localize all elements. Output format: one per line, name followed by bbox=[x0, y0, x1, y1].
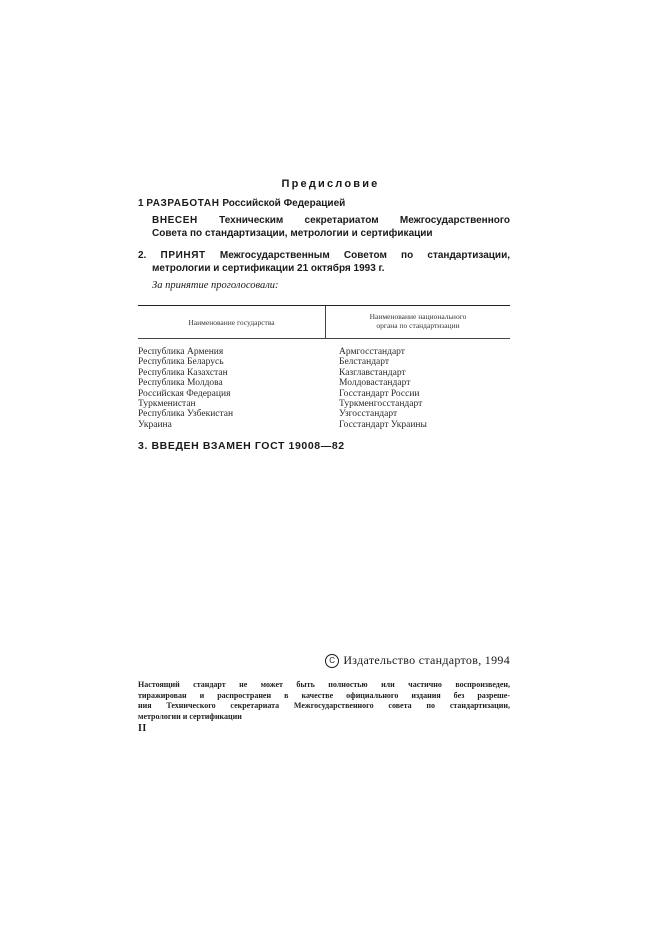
table-cell-state: Туркменистан bbox=[138, 399, 196, 410]
copyright-icon: C bbox=[325, 654, 339, 668]
page-title: Предисловие bbox=[281, 178, 380, 190]
page-number: II bbox=[138, 723, 147, 734]
copyright-text: Издательство стандартов, 1994 bbox=[343, 653, 510, 667]
table-cell-state: Российская Федерация bbox=[138, 388, 231, 399]
vote-caption: За принятие проголосовали: bbox=[152, 280, 279, 291]
item-2-text: Межгосударственным Советом по стандартизации, bbox=[219, 250, 510, 261]
table-header-body-line2: органа по стандартизации bbox=[376, 321, 460, 330]
notice-line: ния Технического секретариата Межгосударственного совета по стандартизации, bbox=[138, 701, 510, 710]
table-cell-body: Туркменгосстандарт bbox=[339, 399, 423, 410]
item-2-adopted bbox=[138, 249, 510, 262]
item-1-submitted-keyword: ВНЕСЕН bbox=[152, 215, 198, 226]
table-column-states bbox=[138, 347, 323, 430]
table-cell-state: Республика Узбекистан bbox=[138, 409, 234, 420]
item-1-submitted-text: Техническим секретариатом Межгосударственного bbox=[219, 215, 510, 226]
notice-line: тиражирован и распространен в качестве официального издания без разреше- bbox=[138, 690, 510, 700]
table-column-bodies bbox=[339, 347, 509, 430]
item-1-developed bbox=[138, 197, 510, 210]
item-1-keyword: РАЗРАБОТАН bbox=[146, 198, 220, 209]
item-1-number: 1 bbox=[138, 198, 144, 209]
notice-line: метрологии и сертификации bbox=[138, 711, 242, 721]
table-cell-body: Госстандарт Украины bbox=[339, 419, 427, 430]
item-1-submitted bbox=[152, 214, 510, 240]
table-cell-body: Узгосстандарт bbox=[339, 409, 398, 420]
table-header-body-line1: Наименование национального bbox=[369, 312, 467, 321]
table-cell-state: Республика Беларусь bbox=[138, 357, 224, 368]
table-cell-body: Армгосстандарт bbox=[339, 347, 405, 357]
item-2-keyword: ПРИНЯТ bbox=[160, 250, 206, 261]
table-header-body bbox=[326, 312, 510, 330]
item-2-line2: метрологии и сертификации 21 октября 1993 г. bbox=[152, 263, 385, 274]
item-1-submitted-line1 bbox=[152, 214, 510, 227]
copyright-line bbox=[318, 653, 510, 668]
table-cell-state: Республика Казахстан bbox=[138, 367, 228, 378]
table-cell-state: Республика Армения bbox=[138, 347, 224, 357]
table-cell-body: Молдовастандарт bbox=[339, 378, 411, 389]
notice-line: Настоящий стандарт не может быть полностью или частично воспроизведен, bbox=[138, 680, 510, 689]
item-1-text: Российской Федерацией bbox=[222, 198, 346, 209]
item-1-submitted-line2: Совета по стандартизации, метрологии и сертификации bbox=[152, 228, 433, 239]
table-cell-body: Белстандарт bbox=[339, 357, 390, 368]
table-header-rule bbox=[138, 338, 510, 339]
table-cell-body: Госстандарт России bbox=[339, 388, 420, 399]
item-3-replaces: 3. ВВЕДЕН ВЗАМЕН ГОСТ 19008—82 bbox=[138, 440, 345, 452]
item-2-number: 2. bbox=[138, 250, 147, 261]
table-cell-body: Казглавстандарт bbox=[339, 367, 406, 378]
table-header-state: Наименование государства bbox=[188, 318, 275, 327]
reproduction-notice bbox=[138, 680, 510, 722]
table-top-rule bbox=[138, 305, 510, 306]
table-cell-state: Республика Молдова bbox=[138, 378, 223, 389]
item-2-line1 bbox=[138, 249, 510, 262]
table-cell-state: Украина bbox=[138, 419, 172, 430]
